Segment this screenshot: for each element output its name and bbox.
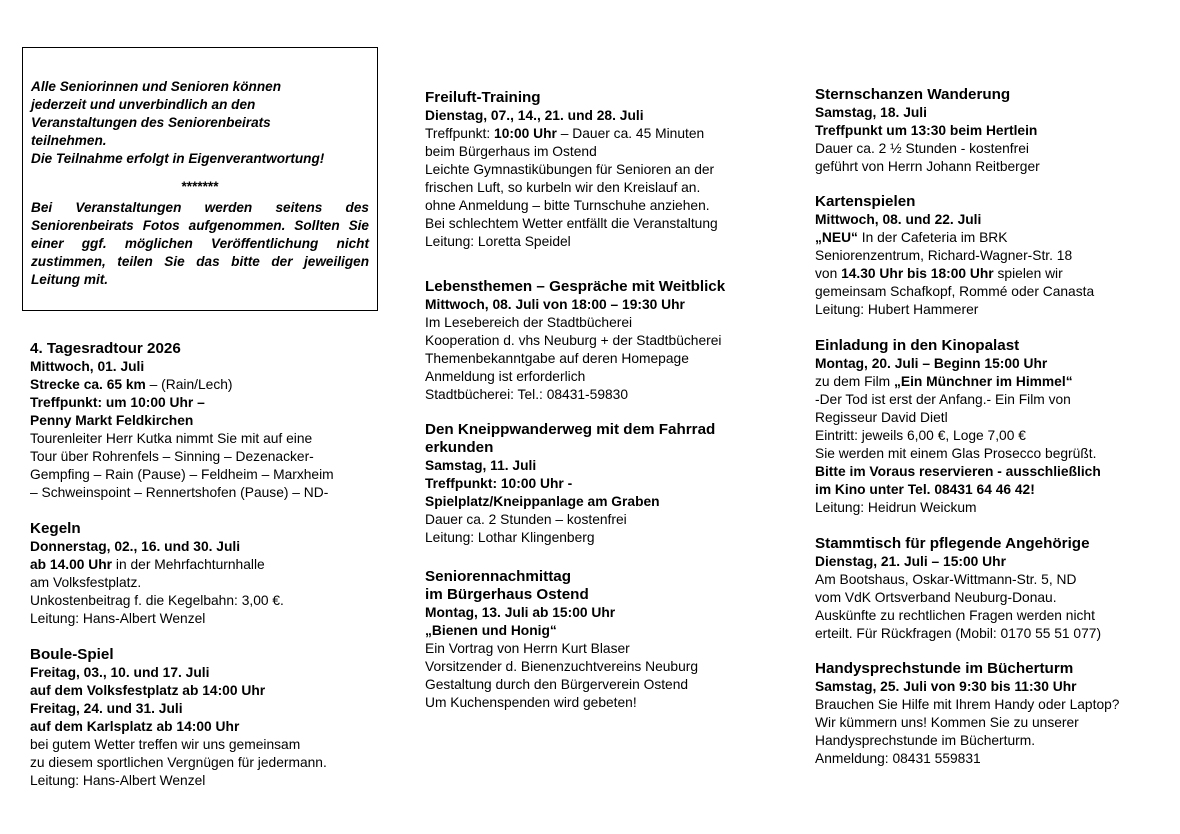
event-sternschanzen	[815, 86, 1040, 176]
event-lead: Leitung: Hans-Albert Wenzel	[30, 773, 206, 788]
event-cost: Unkostenbeitrag f. die Kegelbahn: 3,00 €.	[30, 593, 284, 608]
event-contact: Anmeldung: 08431 559831	[815, 751, 981, 766]
notice-line: Veranstaltungen des Seniorenbeirats	[31, 115, 271, 130]
event-kino	[815, 337, 1101, 517]
event-boule	[30, 646, 327, 790]
event-desc-line: Handysprechstunde im Bücherturm.	[815, 733, 1036, 748]
event-time	[30, 556, 284, 574]
event-time-rest: in der Mehrfachturnhalle	[112, 557, 265, 572]
event-desc-line: Bei schlechtem Wetter entfällt die Veranstaltung	[425, 216, 718, 231]
notice-line: jederzeit und unverbindlich an den	[31, 97, 256, 112]
event-title: Freiluft-Training	[425, 89, 541, 106]
event-desc-line: Am Bootshaus, Oskar-Wittmann-Str. 5, ND	[815, 572, 1077, 587]
event-lebensthemen	[425, 278, 725, 404]
event-meeting-point: Treffpunkt: um 10:00 Uhr –	[30, 395, 205, 410]
event-contact: Stadtbücherei: Tel.: 08431-59830	[425, 387, 629, 402]
event-meeting-label: Treffpunkt:	[425, 126, 495, 141]
event-desc-line: Anmeldung ist erforderlich	[425, 369, 586, 384]
event-desc-line: Sie werden mit einem Glas Prosecco begrüßt.	[815, 446, 1097, 461]
event-meeting-point: Treffpunkt um 13:30 beim Hertlein	[815, 123, 1038, 138]
event-meeting-point: Treffpunkt: 10:00 Uhr -	[425, 476, 573, 491]
event-date: Montag, 20. Juli – Beginn 15:00 Uhr	[815, 356, 1048, 371]
event-desc-line: erteilt. Für Rückfragen (Mobil: 0170 55 51 077)	[815, 626, 1102, 641]
event-lead: Leitung: Hubert Hammerer	[815, 302, 979, 317]
event-kartenspielen	[815, 193, 1094, 319]
event-date-line: auf dem Karlsplatz ab 14:00 Uhr	[30, 719, 240, 734]
event-title: Einladung in den Kinopalast	[815, 337, 1020, 354]
event-date: Mittwoch, 08. und 22. Juli	[815, 212, 982, 227]
event-desc-line: Regisseur David Dietl	[815, 410, 948, 425]
event-kneipp	[425, 421, 715, 547]
event-desc-line: ohne Anmeldung – bitte Turnschuhe anziehen.	[425, 198, 710, 213]
event-lead: Leitung: Lothar Klingenberg	[425, 530, 595, 545]
event-desc-line: gemeinsam Schafkopf, Rommé oder Canasta	[815, 284, 1095, 299]
event-desc-line: zu diesem sportlichen Vergnügen für jedermann.	[30, 755, 327, 770]
event-title: Kegeln	[30, 520, 81, 537]
event-desc-line: Dauer ca. 2 Stunden – kostenfrei	[425, 512, 627, 527]
event-date: Donnerstag, 02., 16. und 30. Juli	[30, 539, 241, 554]
event-desc-line: Gestaltung durch den Bürgerverein Ostend	[425, 677, 689, 692]
event-lead: geführt von Herrn Johann Reitberger	[815, 159, 1040, 174]
event-desc-line: Um Kuchenspenden wird gebeten!	[425, 695, 637, 710]
event-place: Seniorenzentrum, Richard-Wagner-Str. 18	[815, 248, 1073, 263]
event-place: am Volksfestplatz.	[30, 575, 142, 590]
event-handy	[815, 660, 1119, 768]
event-meeting-time: 10:00 Uhr	[494, 126, 557, 141]
event-desc-line: Brauchen Sie Hilfe mit Ihrem Handy oder Laptop?	[815, 697, 1120, 712]
event-date: Samstag, 11. Juli	[425, 458, 537, 473]
event-meeting-duration: – Dauer ca. 45 Minuten	[556, 126, 705, 141]
event-date-line: auf dem Volksfestplatz ab 14:00 Uhr	[30, 683, 266, 698]
event-desc-line: Ein Vortrag von Herrn Kurt Blaser	[425, 641, 630, 656]
event-time-rest: spielen wir	[993, 266, 1063, 281]
event-title: Handysprechstunde im Bücherturm	[815, 660, 1074, 677]
notice-box	[22, 47, 378, 311]
event-film	[815, 373, 1101, 391]
event-desc-line: Im Lesebereich der Stadtbücherei	[425, 315, 633, 330]
event-topic: „Bienen und Honig“	[425, 623, 557, 638]
event-title: Boule-Spiel	[30, 646, 114, 663]
event-entry: Eintritt: jeweils 6,00 €, Loge 7,00 €	[815, 428, 1026, 443]
event-new-line	[815, 229, 1094, 247]
event-date: Dienstag, 21. Juli – 15:00 Uhr	[815, 554, 1006, 569]
event-lead: Leitung: Heidrun Weickum	[815, 500, 977, 515]
event-title: Lebensthemen – Gespräche mit Weitblick	[425, 278, 726, 295]
event-desc-line: Leichte Gymnastikübungen für Senioren an der	[425, 162, 715, 177]
event-date: Montag, 13. Juli ab 15:00 Uhr	[425, 605, 616, 620]
notice-photo-text: Bei Veranstaltungen werden seitens des Seniorenbeirats Fotos aufgenommen. Sollten Sie einer ggf. möglichen Veröffentlichung nicht zustimmen, teilen Sie das bitte der jeweiligen Leitung mit.	[31, 200, 369, 287]
event-desc-line: Tourenleiter Herr Kutka nimmt Sie mit auf eine	[30, 431, 313, 446]
event-time	[815, 265, 1094, 283]
event-desc-line: -Der Tod ist erst der Anfang.- Ein Film von	[815, 392, 1071, 407]
event-lead: Leitung: Hans-Albert Wenzel	[30, 611, 206, 626]
event-date-line: Freitag, 03., 10. und 17. Juli	[30, 665, 210, 680]
event-time-bold: ab 14.00 Uhr	[30, 557, 113, 572]
event-desc-line: vom VdK Ortsverband Neuburg-Donau.	[815, 590, 1057, 605]
event-title: Kartenspielen	[815, 193, 916, 210]
event-meeting-place: Spielplatz/Kneippanlage am Graben	[425, 494, 660, 509]
event-desc-line: Vorsitzender d. Bienenzuchtvereins Neuburg	[425, 659, 699, 674]
event-title: Sternschanzen Wanderung	[815, 86, 1011, 103]
event-route	[30, 376, 334, 394]
notice-line: Die Teilnahme erfolgt in Eigenverantwortung!	[31, 151, 325, 166]
notice-separator: *******	[181, 179, 219, 194]
event-stammtisch	[815, 535, 1101, 643]
event-date: Samstag, 18. Juli	[815, 105, 927, 120]
notice-line: Alle Seniorinnen und Senioren können	[31, 79, 281, 94]
event-desc-line: bei gutem Wetter treffen wir uns gemeinsam	[30, 737, 301, 752]
event-kegeln	[30, 520, 284, 628]
event-title: 4. Tagesradtour 2026	[30, 340, 181, 357]
event-desc-line: Kooperation d. vhs Neuburg + der Stadtbücherei	[425, 333, 722, 348]
event-film-title: „Ein Münchner im Himmel“	[893, 374, 1073, 389]
event-desc-line: frischen Luft, so kurbeln wir den Kreislauf an.	[425, 180, 701, 195]
event-title: Stammtisch für pflegende Angehörige	[815, 535, 1090, 552]
event-route-distance: Strecke ca. 65 km	[30, 377, 146, 392]
event-title: im Bürgerhaus Ostend	[425, 586, 589, 603]
event-film-label: zu dem Film	[815, 374, 894, 389]
event-desc-line: Tour über Rohrenfels – Sinning – Dezenacker-	[30, 449, 314, 464]
event-meeting-place: Penny Markt Feldkirchen	[30, 413, 194, 428]
event-radtour	[30, 340, 334, 502]
event-date: Dienstag, 07., 14., 21. und 28. Juli	[425, 108, 644, 123]
event-title: Seniorennachmittag	[425, 568, 571, 585]
event-route-rest: – (Rain/Lech)	[145, 377, 233, 392]
event-reservation: im Kino unter Tel. 08431 64 46 42!	[815, 482, 1035, 497]
event-reservation: Bitte im Voraus reservieren - ausschließlich	[815, 464, 1101, 479]
event-freiluft	[425, 89, 718, 251]
event-lead: Leitung: Loretta Speidel	[425, 234, 571, 249]
event-date-line: Freitag, 24. und 31. Juli	[30, 701, 183, 716]
event-desc-line: Wir kümmern uns! Kommen Sie zu unserer	[815, 715, 1079, 730]
event-date: Mittwoch, 01. Juli	[30, 359, 145, 374]
event-desc-line: – Schweinspoint – Rennertshofen (Pause) – ND-	[30, 485, 329, 500]
event-desc-line: beim Bürgerhaus im Ostend	[425, 144, 597, 159]
event-desc-line: Gempfing – Rain (Pause) – Feldheim – Marxheim	[30, 467, 334, 482]
event-title: Den Kneippwanderweg mit dem Fahrrad	[425, 421, 716, 438]
event-desc-line: Dauer ca. 2 ½ Stunden - kostenfrei	[815, 141, 1029, 156]
event-meeting	[425, 125, 718, 143]
event-desc-line: Auskünfte zu rechtlichen Fragen werden nicht	[815, 608, 1095, 623]
event-seniorennachmittag	[425, 568, 698, 712]
event-desc-line: Themenbekanntgabe auf deren Homepage	[425, 351, 689, 366]
event-date: Mittwoch, 08. Juli von 18:00 – 19:30 Uhr	[425, 297, 685, 312]
event-time-range: 14.30 Uhr bis 18:00 Uhr	[841, 266, 994, 281]
notice-line: teilnehmen.	[31, 133, 107, 148]
event-new-badge: „NEU“	[815, 230, 858, 245]
event-date: Samstag, 25. Juli von 9:30 bis 11:30 Uhr	[815, 679, 1077, 694]
event-time-from: von	[815, 266, 842, 281]
event-title: erkunden	[425, 439, 494, 456]
event-new-rest: In der Cafeteria im BRK	[857, 230, 1008, 245]
